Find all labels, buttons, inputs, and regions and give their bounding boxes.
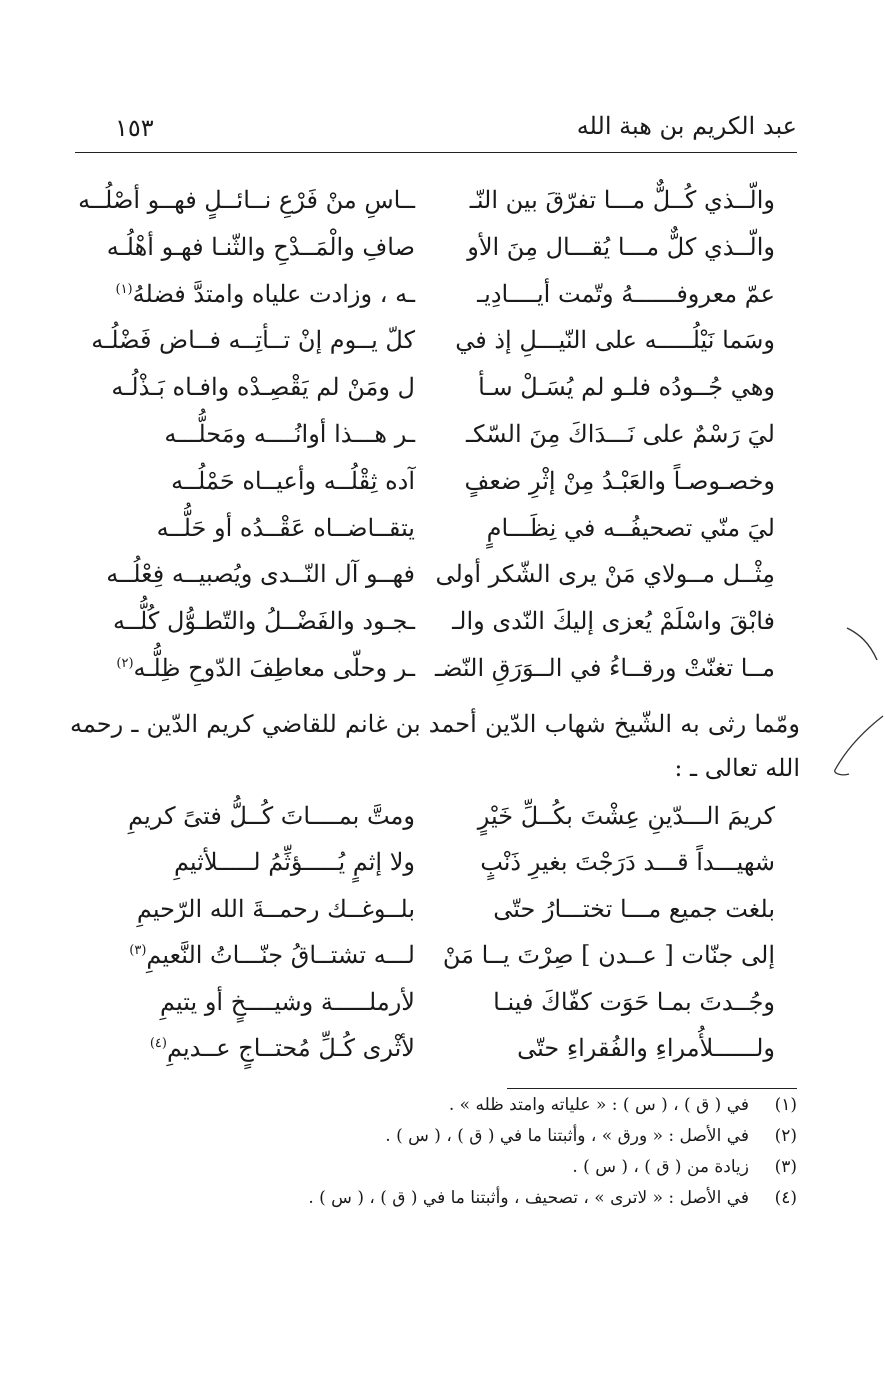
footnote-item — [300, 1126, 797, 1157]
verse-first-hemistich: وهي جُــودُه فلـو لم يُسَـلْ سـأ — [478, 373, 775, 402]
verse-first-hemistich: مِثْــل مــولاي مَنْ يرى الشّكر أولى — [435, 560, 775, 589]
verse-line — [70, 186, 800, 233]
margin-curve-mark — [825, 712, 885, 782]
verse-line — [70, 233, 800, 280]
verse-first-hemistich: بلغت جميع مـــا تختـــارُ حتّى — [493, 894, 775, 923]
verse-line — [70, 988, 800, 1034]
margin-stroke-mark — [845, 620, 885, 680]
hemistich-text: ـر وحلّى معاطِفَ الدّوحِ ظِلُّـه — [133, 653, 415, 682]
footnote-marker: (٣) — [129, 943, 147, 959]
running-title: عبد الكريم بن هبة الله — [576, 112, 797, 140]
verse-first-hemistich: ليَ منّي تصحيفُــه في نِظَـــامٍ — [486, 513, 775, 542]
verse-first-hemistich: كريمَ الـــدّينِ عِشْتَ بكُــلِّ خَيْرٍ — [477, 802, 775, 830]
footnote-text: في الأصل : « لاترى » ، تصحيف ، وأثبتنا ما في ( ق ) ، ( س ) . — [308, 1188, 749, 1208]
footnote-text: زيادة من ( ق ) ، ( س ) . — [572, 1157, 749, 1177]
verse-line — [70, 1034, 800, 1080]
hemistich-text: كلّ يــوم إنْ تــأتِــه فــاض فَضْلُـه — [91, 326, 415, 355]
verse-line — [70, 941, 800, 987]
verse-line — [70, 895, 800, 941]
verse-first-hemistich: مــا تغنّتْ ورقــاءُ في الــوَرَقِ النّضـ — [435, 653, 775, 682]
verse-second-hemistich — [95, 467, 415, 495]
footnote-item — [300, 1095, 797, 1126]
verse-second-hemistich — [95, 280, 415, 308]
verse-first-hemistich: شهيـــداً قـــد دَرَجْتَ بغيرِ ذَنْبٍ — [480, 848, 775, 877]
hemistich-text: آده ثِقْلُــه وأعيــاه حَمْلُــه — [171, 466, 415, 495]
verse-second-hemistich — [95, 373, 415, 401]
hemistich-text: فهــو آل النّــدى ويُصبيــه فِعْلُــه — [106, 560, 415, 589]
hemistich-text: ولا إثمٍ يُـــــؤثِّمُ لـــــلأثيمِ — [173, 848, 415, 877]
hemistich-text: ومتَّ بمــــاتَ كُــلُّ فتىً كريمِ — [128, 802, 415, 830]
hemistich-text: يتقــاضــاه عَقْــدُه أو حَلُّــه — [156, 513, 415, 542]
hemistich-text: ـر هـــذا أوانُــــه ومَحلُّـــه — [164, 419, 415, 448]
verse-line — [70, 654, 800, 701]
verse-second-hemistich — [95, 1034, 415, 1062]
page-number: ١٥٣ — [115, 114, 154, 142]
verse-second-hemistich — [91, 326, 415, 355]
poem-first — [70, 186, 800, 701]
verse-line — [70, 514, 800, 561]
verse-first-hemistich: والّــذي كُــلٌّ مـــا تفرّقَ بين النّـ — [469, 186, 775, 214]
verse-second-hemistich — [95, 802, 415, 830]
footnotes — [300, 1088, 797, 1219]
verse-first-hemistich: إلى جنّات [ عــدن ] صِرْتَ يــا مَنْ — [442, 941, 775, 970]
hemistich-text: ل ومَنْ لم يَقْصِـدْه وافـاه بَـذْلُـه — [111, 373, 415, 402]
verse-line — [70, 373, 800, 420]
verse-line — [70, 326, 800, 373]
verse-first-hemistich: ليَ رَسْمٌ على نَـــدَاكَ مِنَ السّكـ — [465, 419, 775, 448]
verse-first-hemistich: وخصـوصـاً والعَبْـدُ مِنْ إثْرِ ضعفٍ — [464, 466, 775, 495]
footnote-marker: (٢) — [116, 655, 134, 671]
footnote-number: (١) — [774, 1095, 797, 1115]
verse-first-hemistich: وسَما نَيْلُـــــه على النّيـــلِ إذ في — [455, 326, 775, 355]
footnote-number: (٤) — [774, 1188, 797, 1208]
verse-second-hemistich — [95, 233, 415, 261]
hemistich-text: ــاسِ منْ فَرْعِ نــائــلٍ فهــو أصْلُــه — [78, 186, 415, 214]
hemistich-text: صافِ والْمَــدْحِ والثّنـا فهـو أهْلُـه — [106, 232, 415, 261]
verse-first-hemistich: عمّ معروفــــــهُ وتّمت أيــــادِيـ — [477, 279, 775, 308]
verse-line — [70, 848, 800, 894]
verse-second-hemistich — [95, 607, 415, 635]
verse-first-hemistich: وجُــدتَ بمـا حَوَت كفّاكَ فينـا — [493, 987, 775, 1016]
footnote-number: (٢) — [774, 1126, 797, 1146]
verse-first-hemistich: والّــذي كلٌّ مـــا يُقـــال مِنَ الأو — [467, 232, 775, 261]
verse-line — [70, 467, 800, 514]
hemistich-text: ـجـود والفَضْــلُ والتّطـوُّل كُلُّــه — [113, 607, 415, 636]
verse-second-hemistich — [95, 420, 415, 448]
hemistich-text: لـــه تشتــاقُ جنّـــاتُ النَّعيمِ — [146, 941, 415, 970]
verse-second-hemistich — [95, 654, 415, 682]
verse-second-hemistich — [95, 895, 415, 923]
verse-second-hemistich — [95, 560, 415, 588]
hemistich-text: بلــوغــك رحمــةَ الله الرّحيمِ — [136, 894, 415, 923]
verse-line — [70, 560, 800, 607]
footnote-text: في الأصل : « ورق » ، وأثبتنا ما في ( ق ) ، ( س ) . — [385, 1126, 749, 1146]
verse-second-hemistich — [95, 941, 415, 969]
page-header — [75, 112, 797, 153]
footnote-text: في ( ق ) ، ( س ) : « علياته وامتد ظله » . — [448, 1095, 749, 1115]
footnote-number: (٣) — [774, 1157, 797, 1177]
footnote-item — [300, 1188, 797, 1219]
verse-second-hemistich — [95, 848, 415, 876]
footnote-marker: (١) — [115, 281, 133, 297]
verse-line — [70, 607, 800, 654]
hemistich-text: ـه ، وزادت علياه وامتدَّ فضلهُ — [132, 279, 415, 308]
footnote-rule — [507, 1088, 797, 1089]
verse-second-hemistich — [95, 514, 415, 542]
prose-paragraph: ومّما رثى به الشّيخ شهاب الدّين أحمد بن غانم للقاضي كريم الدّين ـ رحمه الله تعالى ـ : — [70, 710, 800, 782]
verse-line — [70, 280, 800, 327]
verse-line — [70, 802, 800, 848]
hemistich-text: لأثْرى كُـلِّ مُحتــاجٍ عــديمِ — [166, 1033, 415, 1062]
footnote-item — [300, 1157, 797, 1188]
verse-second-hemistich — [95, 988, 415, 1016]
poem-second — [70, 802, 800, 1080]
verse-line — [70, 420, 800, 467]
hemistich-text: لأرملـــــة وشيــــخٍ أو يتيمِ — [160, 987, 415, 1016]
verse-first-hemistich: فابْقَ واسْلَمْ يُعزى إليكَ النّدى والـ — [452, 607, 775, 636]
verse-first-hemistich: ولــــــلأُمراءِ والفُقراءِ حتّى — [517, 1033, 775, 1062]
footnote-marker: (٤) — [149, 1035, 167, 1051]
verse-second-hemistich — [78, 186, 415, 214]
